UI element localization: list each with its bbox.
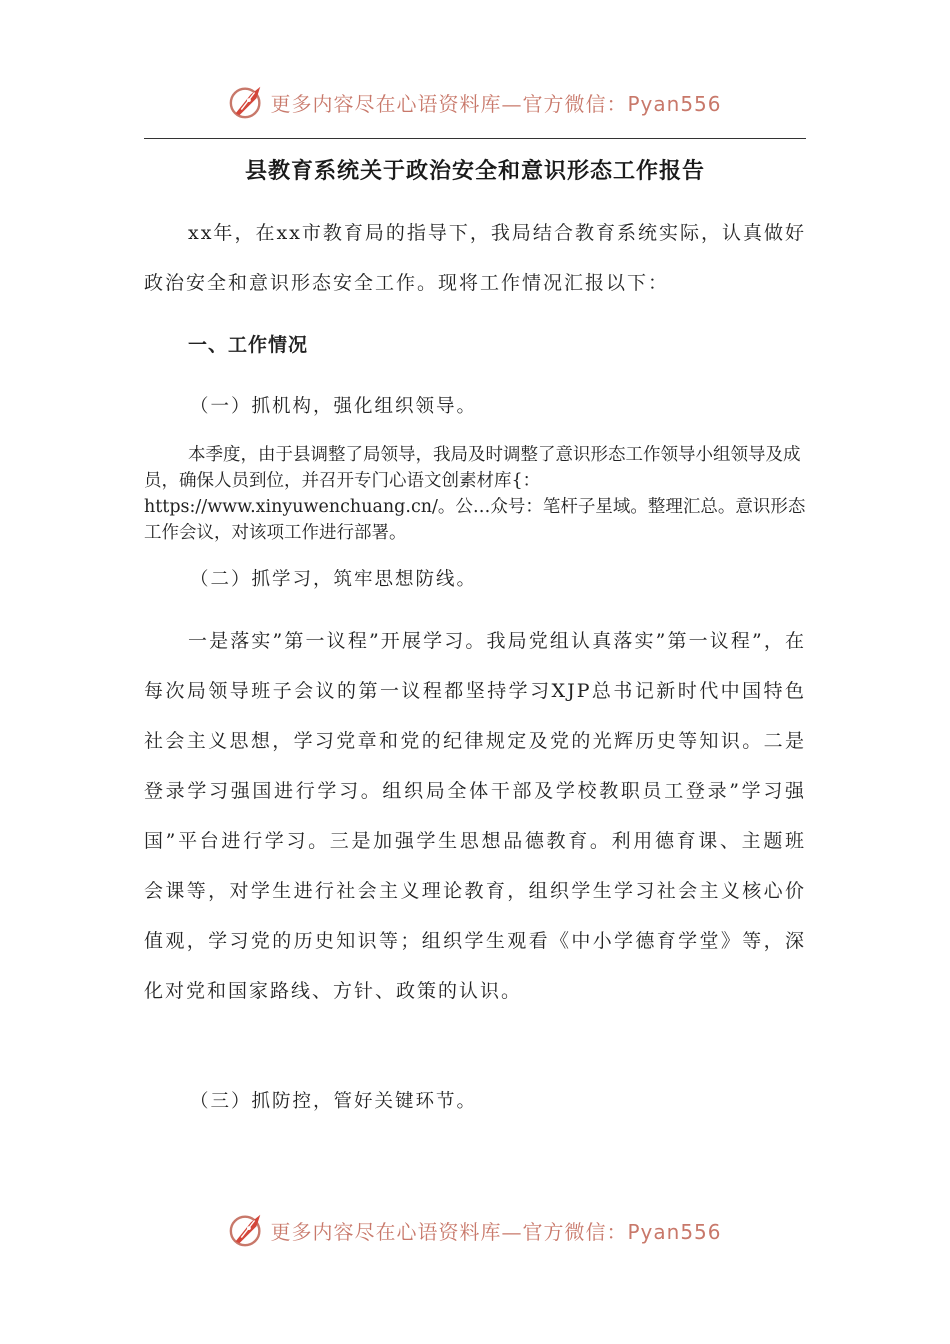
pen-nib-logo-icon — [228, 1211, 266, 1249]
wechat-id: Pyan556 — [627, 91, 722, 116]
watermark-text: 更多内容尽在心语资料库—官方微信：Pyan556 — [270, 91, 722, 116]
subheading-study: （二）抓学习，筑牢思想防线。 — [190, 569, 478, 590]
watermark-text: 更多内容尽在心语资料库—官方微信：Pyan556 — [270, 1219, 722, 1244]
section-heading-work-status: 一、工作情况 — [188, 334, 309, 356]
document-title: 县教育系统关于政治安全和意识形态工作报告 — [244, 158, 705, 184]
bottom-watermark-banner — [0, 1208, 950, 1252]
intro-paragraph: xx年，在xx市教育局的指导下，我局结合教育系统实际，认真做好政治安全和意识形态安全工作。现将工作情况汇报以下： — [144, 222, 806, 294]
top-watermark-banner — [0, 80, 950, 124]
paragraph-study: 一是落实”第一议程”开展学习。我局党组认真落实”第一议程”，在每次局领导班子会议的第一议程都坚持学习XJP总书记新时代中国特色社会主义思想，学习党章和党的纪律规定及党的光辉历史等知识。二是登录学习强国进行学习。组织局全体干部及学校教职员工登录”学习强国”平台进行学习。三是加强学生思想品德教育。利用德育课、主题班会课等，对学生进行社会主义理论教育，组织学生学习社会主义核心价值观，学习党的历史知识等；组织学生观看《中小学德育学堂》等，深化对党和国家路线、方针、政策的认识。 — [144, 630, 806, 1002]
subheading-prevention: （三）抓防控，管好关键环节。 — [190, 1091, 478, 1112]
wechat-id: Pyan556 — [627, 1219, 722, 1244]
header-rule — [144, 138, 806, 139]
paragraph-organization: 本季度，由于县调整了局领导，我局及时调整了意识形态工作领导小组领导及成员，确保人员到位，并召开专门心语文创素材库{：https://www.xinyuwenchuang.cn/。公…众号：笔杆子星域。整理汇总。意识形态工作会议，对该项工作进行部署。 — [144, 445, 806, 543]
subheading-organization: （一）抓机构，强化组织领导。 — [190, 396, 478, 417]
pen-nib-logo-icon — [228, 83, 266, 121]
